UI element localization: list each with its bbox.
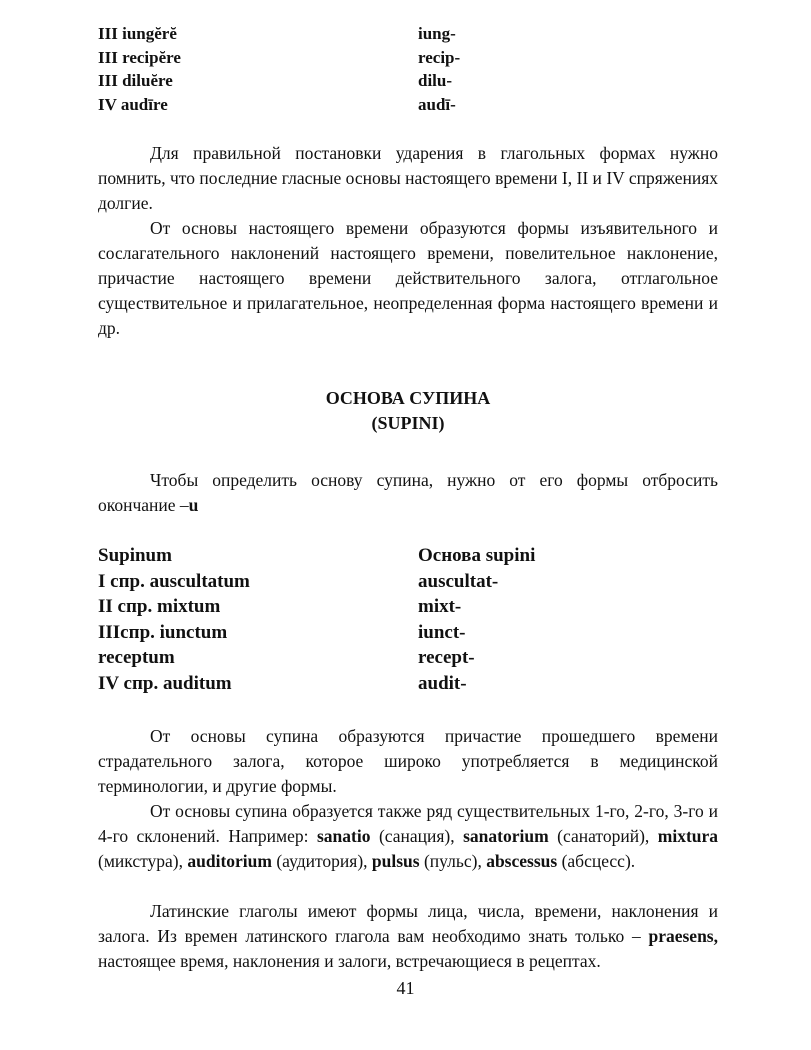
example-separator: , [450,826,464,846]
supinum-row [98,645,718,671]
supinum-row [98,594,718,620]
example-russian-gloss: (абсцесс) [561,851,631,871]
example-russian-gloss: (микстура) [98,851,179,871]
section-title: ОСНОВА СУПИНА [325,388,491,408]
supinum-form: receptum [98,647,175,668]
example-latin-term: sanatio [316,826,371,846]
verb-stems-table [98,22,718,116]
supinum-header-form: Supinum [98,545,172,566]
paragraph-present-stem-forms: От основы настоящего времени образуются формы изъявительного и сослагательного наклонений настоящего времени, повелительное наклонение, причастие настоящего времени действительного залога, отглагольное существительное и прилагательное, неопределенная форма настоящего времени и др. [98,218,718,338]
supinum-form: II спр. mixtum [98,596,221,617]
paragraph-supine-nouns [98,799,718,874]
example-latin-term: mixtura [657,826,719,846]
praesens-term: praesens, [648,926,718,946]
supinum-stem: mixt- [418,596,462,617]
example-russian-gloss: (аудитория) [276,851,364,871]
supine-rule-text: Чтобы определить основу супина, нужно от его формы отбросить окончание – [98,470,718,515]
example-separator: , [477,851,487,871]
paragraph-supine-participle: От основы супина образуются причастие прошедшего времени страдательного залога, которое широко употребляется в медицинской терминологии, и другие формы. [98,726,718,796]
example-separator: . [630,851,636,871]
paragraph-supine-rule [98,468,718,518]
verb-stem: iung- [418,24,456,43]
verb-form: III recipĕre [98,47,181,67]
supinum-stem: recept- [418,647,475,668]
verb-stem: recip- [418,47,461,67]
page-content [98,22,718,974]
page-number: 41 [396,978,415,998]
example-latin-term: auditorium [187,851,272,871]
supinum-form: I спр. auscultatum [98,570,250,592]
supinum-header-row [98,543,718,569]
supinum-stem: auscultat- [418,570,499,592]
example-separator: , [363,851,372,871]
verb-stems-body [98,22,718,116]
section-heading [98,386,718,436]
verb-stem-row [98,22,718,46]
supinum-stem: iunct- [418,621,466,643]
supinum-form: IIIспр. iunctum [98,621,228,643]
verb-stem-row [98,69,718,93]
supinum-form: IV спр. auditum [98,672,232,694]
supine-ending: u [188,495,199,515]
paragraph-verb-forms [98,899,718,974]
verb-stem-row [98,46,718,70]
verb-form: IV audīre [98,94,168,114]
example-latin-term: abscessus [486,851,558,871]
supinum-row [98,671,718,697]
verb-form: III iungĕrĕ [98,24,177,43]
section-subtitle: (SUPINI) [371,413,445,433]
verb-form: III diluĕre [98,71,173,90]
verb-stem-row [98,93,718,117]
supinum-table [98,543,718,696]
verb-stem: dilu- [418,71,453,90]
example-separator: , [644,826,658,846]
verb-stem: audī- [418,94,456,114]
supine-nouns-intro: От основы супина образуется также ряд существительных 1-го, 2-го, 3-го и 4-го склонений. Например: [98,801,718,846]
example-separator: , [178,851,188,871]
verb-forms-text-1: Латинские глаголы имеют формы лица, числа, времени, наклонения и залога. Из времен латинского глагола вам необходимо знать только – [98,901,718,946]
supinum-row [98,620,718,646]
example-russian-gloss: (пульс) [423,851,478,871]
example-russian-gloss: (санаторий) [557,826,645,846]
paragraph-accent-rule: Для правильной постановки ударения в глагольных формах нужно помнить, что последние гласные основы настоящего времени I, II и IV спряжениях долгие. [98,143,718,213]
verb-forms-text-2: настоящее время, наклонения и залоги, встречающиеся в рецептах. [98,951,601,971]
supinum-row [98,569,718,595]
example-russian-gloss: (санация) [378,826,451,846]
example-latin-term: pulsus [371,851,420,871]
example-latin-term: sanatorium [463,826,549,846]
supinum-header-stem: Основа supini [418,545,536,566]
supinum-body [98,543,718,696]
supinum-stem: audit- [418,672,467,694]
